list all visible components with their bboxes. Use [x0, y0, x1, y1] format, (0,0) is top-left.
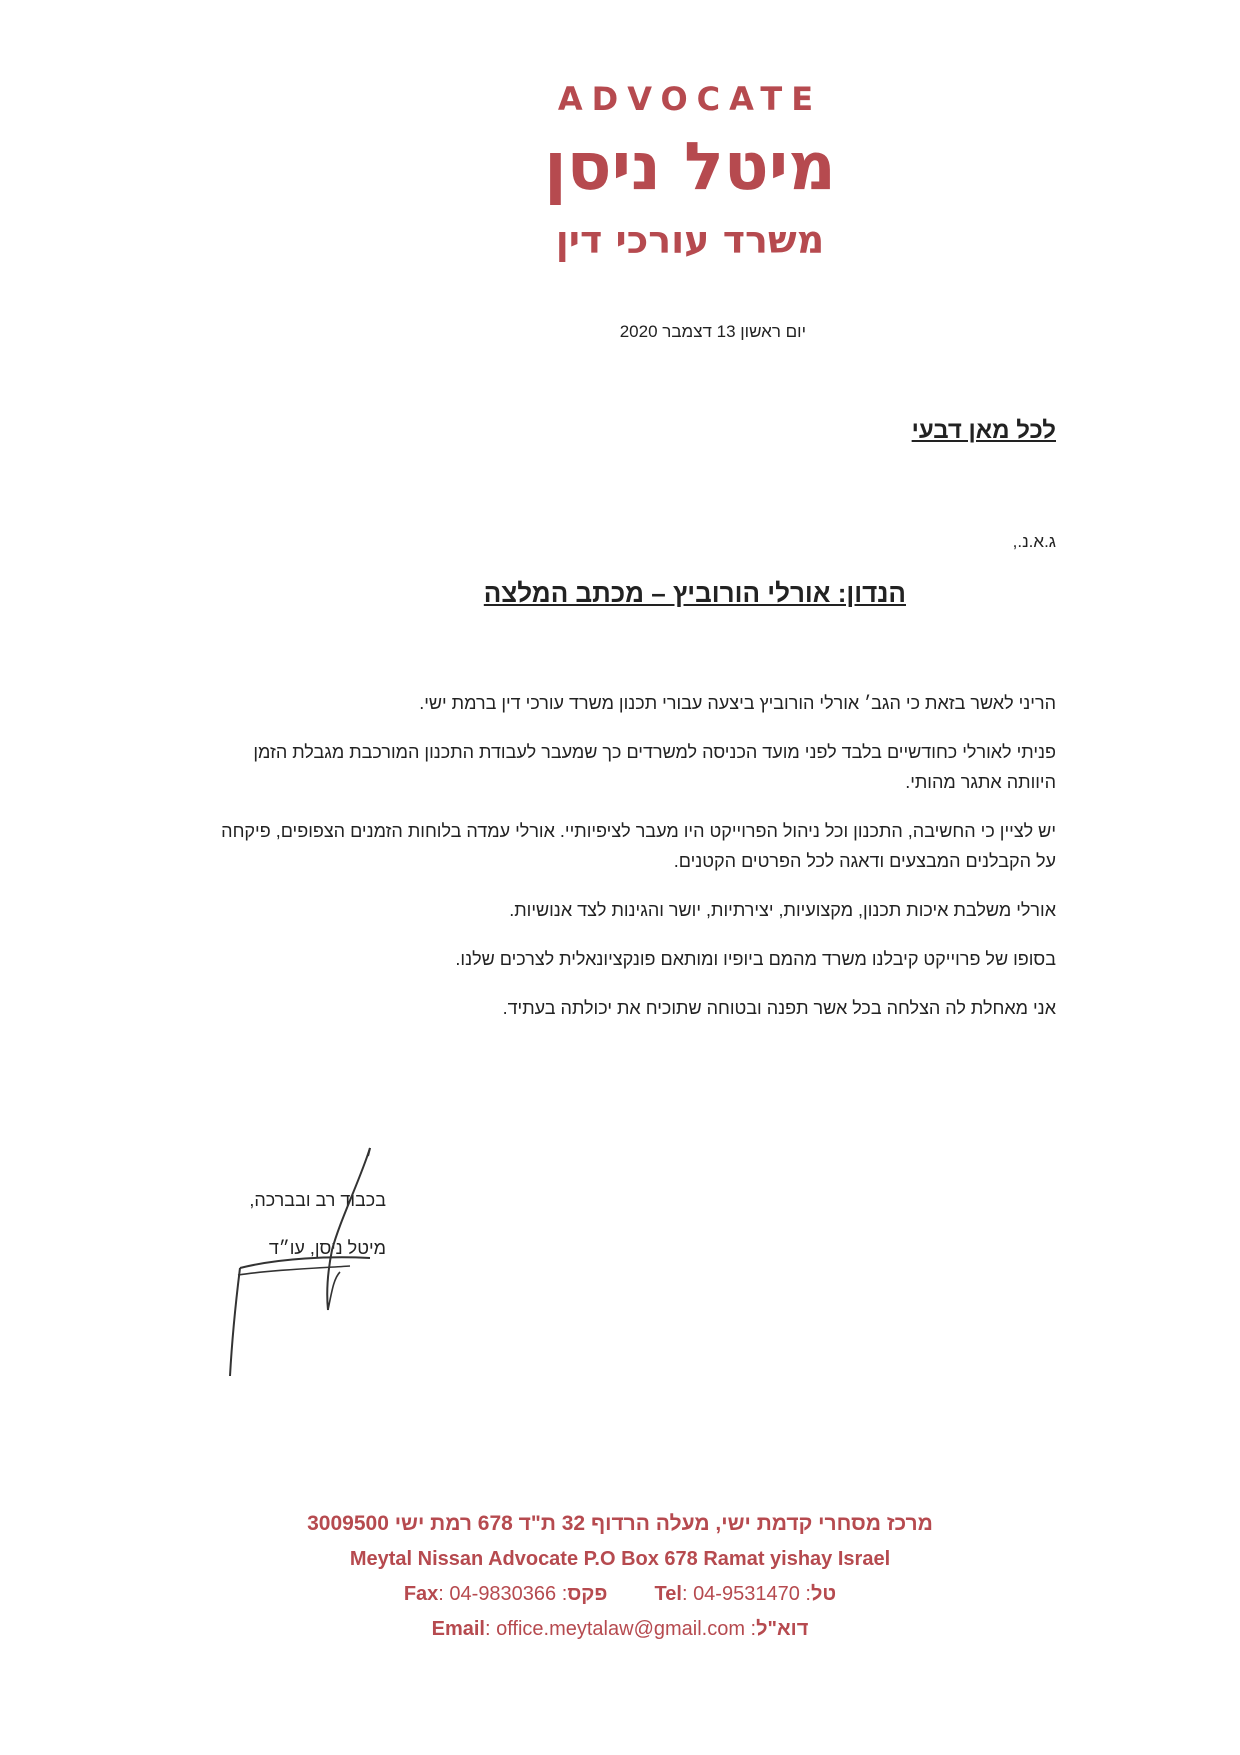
greeting: ג.א.נ., — [1012, 532, 1056, 551]
paragraph: בסופו של פרוייקט קיבלנו משרד מהמם ביופיו ומותאם פונקציונאלית לצרכים שלנו. — [455, 949, 1056, 969]
footer-address-hebrew — [0, 1512, 1240, 1536]
paragraph: אורלי משלבת איכות תכנון, מקצועיות, יצירתיות, יושר והגינות לצד אנושיות. — [509, 900, 1056, 920]
footer-email: Email: office.meytalaw@gmail.com :דוא"ל — [431, 1618, 809, 1640]
subject-line: הנדון: אורלי הורוביץ – מכתב המלצה — [483, 578, 906, 608]
tel-number: 04-9531470 — [693, 1583, 800, 1605]
footer-address-english: Meytal Nissan Advocate P.O Box 678 Ramat yishay Israel — [349, 1548, 891, 1570]
fax-label: Fax — [403, 1583, 439, 1605]
paragraph: אני מאחלת לה הצלחה בכל אשר תפנה ובטוחה שתוכיח את יכולתה בעתיד. — [502, 998, 1056, 1018]
email-label-he: דוא"ל — [756, 1618, 809, 1640]
paragraph: פניתי לאורלי כחודשיים בלבד לפני מועד הכניסה למשרדים כך שמעבר לעבודת התכנון המורכבת מגבלת הזמן היוותה אתגר מהותי. — [253, 742, 1056, 792]
letter-body — [200, 688, 1056, 1042]
tel-label: Tel — [654, 1583, 682, 1605]
footer-phone-fax: Fax: 04-9830366 :פקס Tel: 04-9531470 :טל — [403, 1583, 837, 1605]
letterhead-office: משרד עורכי דין — [555, 218, 825, 262]
fax-label-he: פקס — [567, 1583, 608, 1605]
letter-date: יום ראשון 13 דצמבר 2020 — [619, 322, 806, 341]
letterhead-name: מיטל ניסן — [544, 128, 836, 205]
paragraph: הריני לאשר בזאת כי הגב׳ אורלי הורוביץ ביצעה עבורי תכנון משרד עורכי דין ברמת ישי. — [419, 693, 1056, 713]
paragraph: יש לציין כי החשיבה, התכנון וכל ניהול הפרוייקט היו מעבר לציפיותיי. אורלי עמדה בלוחות הזמנים הצפופים, פיקחה על הקבלנים המבצעים ודאגה לכל הפרטים הקטנים. — [221, 821, 1056, 871]
email-address[interactable]: office.meytalaw@gmail.com — [496, 1618, 745, 1640]
footer-address-he-text: מרכז מסחרי קדמת ישי, מעלה הרדוף 32 ת"ד 678 רמת ישי 3009500 — [307, 1512, 933, 1535]
addressee: לכל מאן דבעי — [911, 417, 1056, 444]
handwritten-signature — [220, 1140, 380, 1380]
closing-regards: בכבוד רב ובברכה, — [249, 1190, 386, 1210]
email-label: Email — [431, 1618, 485, 1640]
tel-label-he: טל — [810, 1583, 837, 1605]
signer-name: מיטל ניסן, עו״ד — [268, 1238, 386, 1258]
letterhead-advocate: ADVOCATE — [557, 80, 823, 118]
fax-number: 04-9830366 — [449, 1583, 557, 1605]
